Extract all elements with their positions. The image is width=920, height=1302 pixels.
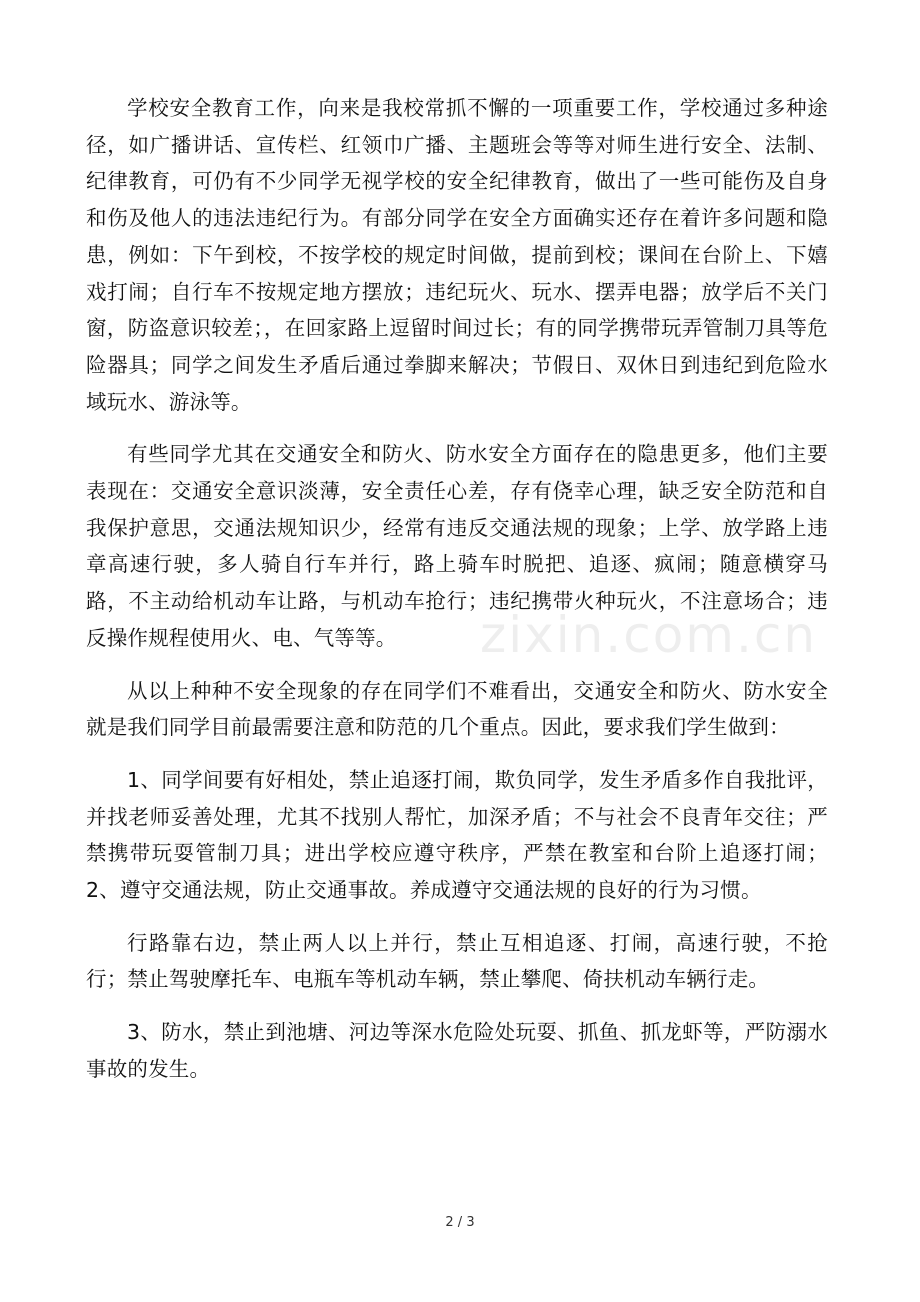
page-number: 2 / 3 [445, 1215, 475, 1230]
watermark: zixin.com.cn [480, 606, 818, 664]
document-body [86, 90, 828, 1104]
paragraph-6: 3、防水，禁止到池塘、河边等深水危险处玩耍、抓鱼、抓龙虾等，严防溺水事故的发生。 [86, 1020, 828, 1081]
paragraph-2: 有些同学尤其在交通安全和防火、防水安全方面存在的隐患更多，他们主要表现在：交通安全意识淡薄，安全责任心差，存有侥幸心理，缺乏安全防范和自我保护意思，交通法规知识少，经常有违反交通法规的现象；上学、放学路上违章高速行驶，多人骑自行车并行，路上骑车时脱把、追逐、疯闹；随意横穿马路，不主动给机动车让路，与机动车抢行；违纪携带火种玩火，不注意场合；违反操作规程使用火、电、气等等。 [86, 442, 828, 650]
paragraph-1: 学校安全教育工作，向来是我校常抓不懈的一项重要工作，学校通过多种途径，如广播讲话、宣传栏、红领巾广播、主题班会等等对师生进行安全、法制、纪律教育，可仍有不少同学无视学校的安全纪律教育，做出了一些可能伤及自身和伤及他人的违法违纪行为。有部分同学在安全方面确实还存在着许多问题和隐患，例如：下午到校，不按学校的规定时间做，提前到校；课间在台阶上、下嬉戏打闹；自行车不按规定地方摆放；违纪玩火、玩水、摆弄电器；放学后不关门窗，防盗意识较差；，在回家路上逗留时间过长；有的同学携带玩弄管制刀具等危险器具；同学之间发生矛盾后通过拳脚来解决；节假日、双休日到违纪到危险水域玩水、游泳等。 [86, 96, 828, 414]
paragraph-5: 行路靠右边，禁止两人以上并行，禁止互相追逐、打闹，高速行驶，不抢行；禁止驾驶摩托车、电瓶车等机动车辆，禁止攀爬、倚扶机动车辆行走。 [86, 930, 828, 992]
paragraph-4: 1、同学间要有好相处，禁止追逐打闹，欺负同学，发生矛盾多作自我批评，并找老师妥善处理，尤其不找别人帮忙，加深矛盾；不与社会不良青年交往；严禁携带玩耍管制刀具；进出学校应遵守秩序，严禁在教室和台阶上追逐打闹； 2、遵守交通法规，防止交通事故。养成遵守交通法规的良好的行为习惯。 [86, 767, 828, 903]
paragraph-3: 从以上种种不安全现象的存在同学们不难看出，交通安全和防火、防水安全就是我们同学目前最需要注意和防范的几个重点。因此，要求我们学生做到： [86, 678, 828, 740]
